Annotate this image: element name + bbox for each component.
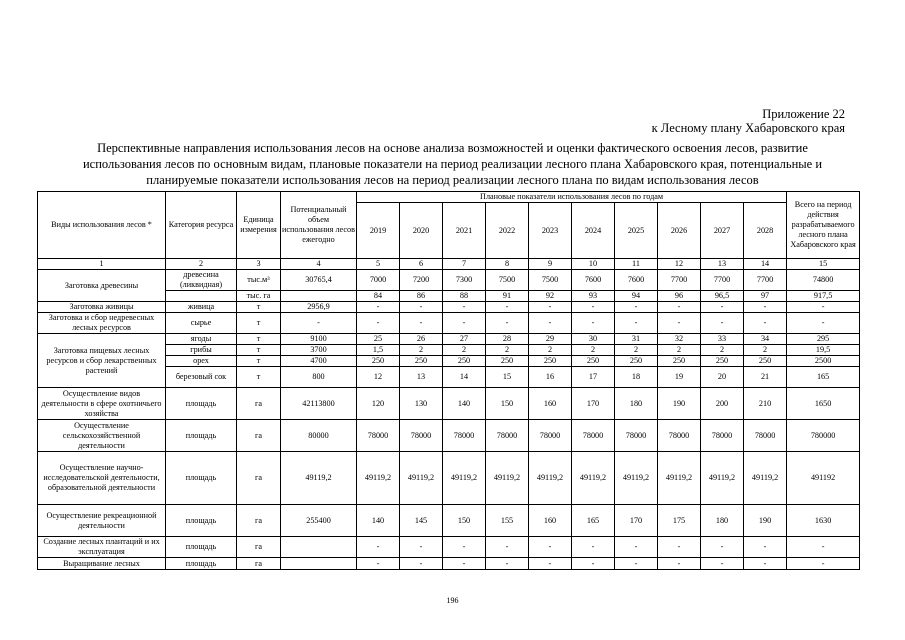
col-number: 7 bbox=[443, 259, 486, 270]
col-number: 6 bbox=[400, 259, 443, 270]
cell-year-value: 7300 bbox=[443, 270, 486, 291]
cell-year-value: 155 bbox=[486, 505, 529, 537]
cell-unit: тыс. га bbox=[237, 291, 281, 302]
cell-year-value: 180 bbox=[615, 388, 658, 420]
cell-year-value: 78000 bbox=[744, 420, 787, 452]
cell-year-value: 250 bbox=[443, 356, 486, 367]
cell-unit: т bbox=[237, 367, 281, 388]
cell-potential: 30765,4 bbox=[281, 270, 357, 291]
cell-potential: 2956,9 bbox=[281, 302, 357, 313]
header-total: Всего на период действия разрабатываемого лесного плана Хабаровского края bbox=[787, 192, 860, 259]
col-number: 11 bbox=[615, 259, 658, 270]
cell-year-value: 210 bbox=[744, 388, 787, 420]
cell-year-value: - bbox=[357, 558, 400, 570]
cell-year-value: 1,5 bbox=[357, 345, 400, 356]
cell-year-value: 2 bbox=[572, 345, 615, 356]
cell-year-value: - bbox=[486, 313, 529, 334]
cell-year-value: - bbox=[658, 313, 701, 334]
cell-year-value: 2 bbox=[658, 345, 701, 356]
cell-year-value: - bbox=[658, 302, 701, 313]
cell-year-value: - bbox=[400, 302, 443, 313]
cell-kind: Заготовка и сбор недревесных лесных ресурсов bbox=[38, 313, 166, 334]
cell-year-value: 170 bbox=[572, 388, 615, 420]
cell-kind: Осуществление научно-исследовательской деятельности, образовательной деятельности bbox=[38, 452, 166, 505]
cell-unit: га bbox=[237, 558, 281, 570]
cell-category: площадь bbox=[166, 452, 237, 505]
cell-year-value: 2 bbox=[529, 345, 572, 356]
cell-kind: Осуществление видов деятельности в сфере охотничьего хозяйства bbox=[38, 388, 166, 420]
cell-potential bbox=[281, 291, 357, 302]
table-row bbox=[38, 388, 860, 420]
cell-year-value: 78000 bbox=[443, 420, 486, 452]
cell-potential: 3700 bbox=[281, 345, 357, 356]
cell-year-value: - bbox=[529, 558, 572, 570]
col-number: 4 bbox=[281, 259, 357, 270]
cell-year-value: 250 bbox=[615, 356, 658, 367]
cell-year-value: 49119,2 bbox=[701, 452, 744, 505]
header-potential: Потенциальный объем использования лесов ежегодно bbox=[281, 192, 357, 259]
cell-kind: Заготовка древесины bbox=[38, 270, 166, 302]
cell-year-value: - bbox=[357, 302, 400, 313]
cell-year-value: 97 bbox=[744, 291, 787, 302]
cell-year-value: 78000 bbox=[529, 420, 572, 452]
forest-use-table bbox=[37, 191, 860, 570]
header-year: 2027 bbox=[701, 203, 744, 259]
cell-category: древесина (ликвидная) bbox=[166, 270, 237, 291]
col-number: 8 bbox=[486, 259, 529, 270]
cell-year-value: 250 bbox=[744, 356, 787, 367]
cell-category: березовый сок bbox=[166, 367, 237, 388]
header-year: 2028 bbox=[744, 203, 787, 259]
cell-year-value: - bbox=[615, 558, 658, 570]
cell-year-value: 2 bbox=[701, 345, 744, 356]
cell-year-value: 250 bbox=[357, 356, 400, 367]
cell-year-value: 160 bbox=[529, 505, 572, 537]
table-row bbox=[38, 420, 860, 452]
cell-year-value: 49119,2 bbox=[658, 452, 701, 505]
cell-year-value: 7500 bbox=[486, 270, 529, 291]
cell-year-value: - bbox=[529, 537, 572, 558]
cell-category: живица bbox=[166, 302, 237, 313]
col-number: 15 bbox=[787, 259, 860, 270]
cell-total: - bbox=[787, 302, 860, 313]
cell-year-value: 7600 bbox=[572, 270, 615, 291]
cell-year-value: 17 bbox=[572, 367, 615, 388]
cell-year-value: 21 bbox=[744, 367, 787, 388]
cell-potential: 42113800 bbox=[281, 388, 357, 420]
table-row bbox=[38, 558, 860, 570]
cell-year-value: 12 bbox=[357, 367, 400, 388]
cell-year-value: 7200 bbox=[400, 270, 443, 291]
cell-year-value: 91 bbox=[486, 291, 529, 302]
cell-potential bbox=[281, 537, 357, 558]
cell-year-value: 250 bbox=[400, 356, 443, 367]
title-line: планируемые показатели использования лесов на период реализации лесного плана по видам использования лесов bbox=[146, 173, 759, 187]
cell-year-value: 2 bbox=[400, 345, 443, 356]
col-number: 13 bbox=[701, 259, 744, 270]
cell-year-value: 140 bbox=[443, 388, 486, 420]
cell-year-value: 19 bbox=[658, 367, 701, 388]
cell-kind: Осуществление сельскохозяйственной деятельности bbox=[38, 420, 166, 452]
cell-year-value: 34 bbox=[744, 334, 787, 345]
cell-year-value: 33 bbox=[701, 334, 744, 345]
cell-unit: га bbox=[237, 420, 281, 452]
appendix-reference: к Лесному плану Хабаровского края bbox=[651, 121, 845, 135]
cell-unit: га bbox=[237, 452, 281, 505]
cell-year-value: 190 bbox=[744, 505, 787, 537]
cell-year-value: - bbox=[357, 313, 400, 334]
cell-year-value: - bbox=[357, 537, 400, 558]
cell-year-value: 18 bbox=[615, 367, 658, 388]
cell-year-value: 94 bbox=[615, 291, 658, 302]
cell-unit: т bbox=[237, 356, 281, 367]
cell-total: 74800 bbox=[787, 270, 860, 291]
cell-category: ягоды bbox=[166, 334, 237, 345]
cell-year-value: - bbox=[701, 558, 744, 570]
cell-year-value: 170 bbox=[615, 505, 658, 537]
cell-year-value: - bbox=[443, 537, 486, 558]
cell-unit: га bbox=[237, 388, 281, 420]
cell-total: 1630 bbox=[787, 505, 860, 537]
cell-year-value: - bbox=[529, 313, 572, 334]
cell-year-value: 150 bbox=[486, 388, 529, 420]
cell-year-value: 93 bbox=[572, 291, 615, 302]
cell-unit: тыс.м³ bbox=[237, 270, 281, 291]
cell-total: - bbox=[787, 558, 860, 570]
cell-year-value: 78000 bbox=[615, 420, 658, 452]
cell-total: 917,5 bbox=[787, 291, 860, 302]
cell-kind: Создание лесных плантаций и их эксплуатация bbox=[38, 537, 166, 558]
page-number: 196 bbox=[446, 596, 459, 605]
cell-unit: т bbox=[237, 334, 281, 345]
cell-year-value: - bbox=[744, 302, 787, 313]
cell-year-value: 78000 bbox=[400, 420, 443, 452]
cell-year-value: 27 bbox=[443, 334, 486, 345]
header-year: 2026 bbox=[658, 203, 701, 259]
cell-year-value: - bbox=[572, 313, 615, 334]
title-line: Перспективные направления использования лесов на основе анализа возможностей и оценки фактического освоения лесов, развитие bbox=[97, 141, 808, 155]
cell-year-value: 165 bbox=[572, 505, 615, 537]
col-number: 1 bbox=[38, 259, 166, 270]
header-year: 2021 bbox=[443, 203, 486, 259]
header-year: 2023 bbox=[529, 203, 572, 259]
cell-year-value: 145 bbox=[400, 505, 443, 537]
cell-category: сырье bbox=[166, 313, 237, 334]
header-plan: Плановые показатели использования лесов по годам bbox=[357, 192, 787, 203]
cell-potential: 4700 bbox=[281, 356, 357, 367]
table-row bbox=[38, 313, 860, 334]
header-year: 2019 bbox=[357, 203, 400, 259]
header-year: 2025 bbox=[615, 203, 658, 259]
header-year: 2024 bbox=[572, 203, 615, 259]
cell-year-value: 78000 bbox=[357, 420, 400, 452]
cell-year-value: - bbox=[701, 537, 744, 558]
cell-total: - bbox=[787, 537, 860, 558]
cell-year-value: - bbox=[400, 313, 443, 334]
cell-year-value: 190 bbox=[658, 388, 701, 420]
cell-kind: Выращивание лесных bbox=[38, 558, 166, 570]
cell-year-value: 20 bbox=[701, 367, 744, 388]
cell-year-value: 29 bbox=[529, 334, 572, 345]
cell-year-value: 250 bbox=[529, 356, 572, 367]
cell-category: площадь bbox=[166, 558, 237, 570]
header-category: Категория ресурса bbox=[166, 192, 237, 259]
cell-year-value: 7000 bbox=[357, 270, 400, 291]
cell-year-value: 250 bbox=[658, 356, 701, 367]
header-year: 2022 bbox=[486, 203, 529, 259]
cell-year-value: 2 bbox=[615, 345, 658, 356]
cell-year-value: 49119,2 bbox=[357, 452, 400, 505]
cell-year-value: 250 bbox=[486, 356, 529, 367]
cell-year-value: 25 bbox=[357, 334, 400, 345]
cell-year-value: 96 bbox=[658, 291, 701, 302]
cell-year-value: 2 bbox=[486, 345, 529, 356]
cell-potential: 255400 bbox=[281, 505, 357, 537]
cell-unit: га bbox=[237, 505, 281, 537]
cell-year-value: 84 bbox=[357, 291, 400, 302]
col-number: 2 bbox=[166, 259, 237, 270]
cell-year-value: 13 bbox=[400, 367, 443, 388]
cell-year-value: - bbox=[400, 558, 443, 570]
cell-year-value: 49119,2 bbox=[400, 452, 443, 505]
cell-year-value: 88 bbox=[443, 291, 486, 302]
cell-year-value: 78000 bbox=[572, 420, 615, 452]
cell-category: орех bbox=[166, 356, 237, 367]
cell-year-value: 7700 bbox=[744, 270, 787, 291]
cell-year-value: - bbox=[486, 302, 529, 313]
col-number: 3 bbox=[237, 259, 281, 270]
table-row bbox=[38, 270, 860, 291]
column-number-row bbox=[38, 259, 860, 270]
cell-year-value: - bbox=[529, 302, 572, 313]
cell-year-value: 7600 bbox=[615, 270, 658, 291]
cell-year-value: - bbox=[615, 302, 658, 313]
cell-year-value: - bbox=[486, 558, 529, 570]
cell-year-value: - bbox=[443, 558, 486, 570]
cell-potential: 800 bbox=[281, 367, 357, 388]
cell-potential bbox=[281, 558, 357, 570]
cell-year-value: - bbox=[572, 537, 615, 558]
cell-kind: Заготовка живицы bbox=[38, 302, 166, 313]
cell-total: 295 bbox=[787, 334, 860, 345]
cell-year-value: 200 bbox=[701, 388, 744, 420]
cell-year-value: - bbox=[443, 302, 486, 313]
cell-year-value: 49119,2 bbox=[615, 452, 658, 505]
table-row bbox=[38, 452, 860, 505]
col-number: 5 bbox=[357, 259, 400, 270]
cell-year-value: 49119,2 bbox=[443, 452, 486, 505]
cell-year-value: 78000 bbox=[486, 420, 529, 452]
cell-year-value: 49119,2 bbox=[529, 452, 572, 505]
cell-total: 2500 bbox=[787, 356, 860, 367]
cell-year-value: 7500 bbox=[529, 270, 572, 291]
cell-potential: 49119,2 bbox=[281, 452, 357, 505]
cell-year-value: 26 bbox=[400, 334, 443, 345]
cell-year-value: 250 bbox=[572, 356, 615, 367]
cell-year-value: 49119,2 bbox=[572, 452, 615, 505]
col-number: 9 bbox=[529, 259, 572, 270]
cell-year-value: - bbox=[486, 537, 529, 558]
cell-potential: 9100 bbox=[281, 334, 357, 345]
header-kind: Виды использования лесов * bbox=[38, 192, 166, 259]
cell-year-value: 31 bbox=[615, 334, 658, 345]
cell-year-value: 160 bbox=[529, 388, 572, 420]
cell-year-value: 32 bbox=[658, 334, 701, 345]
cell-kind: Заготовка пищевых лесных ресурсов и сбор лекарственных растений bbox=[38, 334, 166, 388]
cell-year-value: - bbox=[400, 537, 443, 558]
cell-year-value: - bbox=[572, 558, 615, 570]
cell-year-value: 14 bbox=[443, 367, 486, 388]
cell-year-value: 49119,2 bbox=[744, 452, 787, 505]
cell-year-value: 92 bbox=[529, 291, 572, 302]
cell-year-value: - bbox=[443, 313, 486, 334]
cell-year-value: 2 bbox=[443, 345, 486, 356]
cell-year-value: 7700 bbox=[658, 270, 701, 291]
cell-year-value: 250 bbox=[701, 356, 744, 367]
cell-year-value: 140 bbox=[357, 505, 400, 537]
col-number: 10 bbox=[572, 259, 615, 270]
cell-category: грибы bbox=[166, 345, 237, 356]
cell-year-value: 175 bbox=[658, 505, 701, 537]
cell-year-value: 16 bbox=[529, 367, 572, 388]
cell-year-value: 15 bbox=[486, 367, 529, 388]
cell-total: - bbox=[787, 313, 860, 334]
cell-year-value: - bbox=[615, 537, 658, 558]
cell-potential: 80000 bbox=[281, 420, 357, 452]
table-row bbox=[38, 505, 860, 537]
cell-potential: - bbox=[281, 313, 357, 334]
cell-year-value: 7700 bbox=[701, 270, 744, 291]
cell-unit: га bbox=[237, 537, 281, 558]
cell-year-value: 180 bbox=[701, 505, 744, 537]
table-row bbox=[38, 537, 860, 558]
header-unit: Единица измерения bbox=[237, 192, 281, 259]
col-number: 12 bbox=[658, 259, 701, 270]
cell-year-value: 49119,2 bbox=[486, 452, 529, 505]
cell-unit: т bbox=[237, 302, 281, 313]
cell-year-value: 78000 bbox=[658, 420, 701, 452]
cell-total: 780000 bbox=[787, 420, 860, 452]
cell-year-value: - bbox=[572, 302, 615, 313]
cell-total: 491192 bbox=[787, 452, 860, 505]
cell-year-value: - bbox=[658, 558, 701, 570]
cell-total: 19,5 bbox=[787, 345, 860, 356]
cell-year-value: 30 bbox=[572, 334, 615, 345]
col-number: 14 bbox=[744, 259, 787, 270]
cell-kind: Осуществление рекреационной деятельности bbox=[38, 505, 166, 537]
cell-year-value: 78000 bbox=[701, 420, 744, 452]
cell-year-value: - bbox=[744, 313, 787, 334]
cell-unit: т bbox=[237, 313, 281, 334]
cell-year-value: - bbox=[701, 302, 744, 313]
header-year: 2020 bbox=[400, 203, 443, 259]
cell-year-value: 86 bbox=[400, 291, 443, 302]
cell-total: 1650 bbox=[787, 388, 860, 420]
cell-category: площадь bbox=[166, 537, 237, 558]
cell-year-value: - bbox=[744, 558, 787, 570]
cell-year-value: - bbox=[615, 313, 658, 334]
cell-year-value: 96,5 bbox=[701, 291, 744, 302]
cell-unit: т bbox=[237, 345, 281, 356]
cell-category: площадь bbox=[166, 505, 237, 537]
cell-year-value: 28 bbox=[486, 334, 529, 345]
title-line: использования лесов по основным видам, плановые показатели на период реализации лесного плана Хабаровского края, потенциальные и bbox=[82, 157, 823, 171]
cell-category: площадь bbox=[166, 388, 237, 420]
cell-year-value: - bbox=[701, 313, 744, 334]
table-row bbox=[38, 334, 860, 345]
cell-category: площадь bbox=[166, 420, 237, 452]
table-row bbox=[38, 302, 860, 313]
cell-year-value: 2 bbox=[744, 345, 787, 356]
cell-category bbox=[166, 291, 237, 302]
cell-year-value: 120 bbox=[357, 388, 400, 420]
cell-year-value: - bbox=[658, 537, 701, 558]
cell-year-value: 130 bbox=[400, 388, 443, 420]
document-title bbox=[48, 140, 857, 188]
appendix-number: Приложение 22 bbox=[762, 107, 845, 121]
cell-total: 165 bbox=[787, 367, 860, 388]
cell-year-value: - bbox=[744, 537, 787, 558]
cell-year-value: 150 bbox=[443, 505, 486, 537]
